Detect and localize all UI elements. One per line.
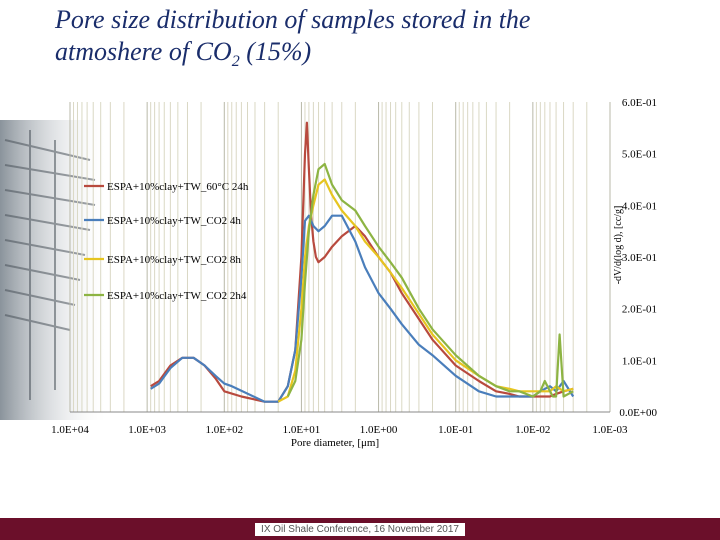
x-tick-label: 1.0E+04 (51, 424, 89, 436)
title-line-1: Pore size distribution of samples stored in the (55, 5, 531, 34)
x-tick-label: 1.0E+03 (128, 424, 166, 436)
footer-text: IX Oil Shale Conference, 16 November 2017 (255, 523, 465, 536)
y-tick-label: 2.0E-01 (621, 303, 657, 316)
x-tick-label: 1.0E-03 (592, 424, 628, 436)
legend-label-4: ESPA+10%clay+TW_CO2 2h4 (107, 290, 247, 302)
y-tick-label: 3.0E-01 (621, 252, 657, 264)
x-tick-label: 1.0E+01 (282, 424, 321, 436)
y-tick-label: 4.0E-01 (621, 200, 657, 213)
y-tick-label: 6.0E-01 (621, 97, 657, 109)
title-tail: (15%) (239, 37, 312, 66)
x-axis-label: Pore diameter, [μm] (290, 437, 380, 449)
title-subscript: 2 (231, 53, 240, 71)
x-tick-label: 1.0E-01 (438, 424, 474, 436)
series-line-3 (278, 180, 573, 402)
y-tick-label: 5.0E-01 (621, 148, 657, 161)
footer-bar (0, 518, 720, 540)
y-tick-label: 0.0E+00 (619, 407, 657, 419)
legend-label-1: ESPA+10%clay+TW_60°C 24h (107, 181, 249, 193)
x-tick-label: 1.0E+00 (359, 424, 398, 436)
x-tick-label: 1.0E-02 (515, 424, 551, 436)
x-tick-label: 1.0E+02 (205, 424, 244, 436)
legend-label-2: ESPA+10%clay+TW_CO2 4h (107, 215, 241, 227)
legend-label-3: ESPA+10%clay+TW_CO2 8h (107, 254, 241, 266)
title-line-2: atmoshere of CO (55, 37, 232, 66)
y-tick-label: 1.0E-01 (621, 355, 657, 368)
series-line-4 (288, 164, 573, 397)
y-axis-label: -dV/d(log d), [cc/g] (613, 205, 624, 285)
